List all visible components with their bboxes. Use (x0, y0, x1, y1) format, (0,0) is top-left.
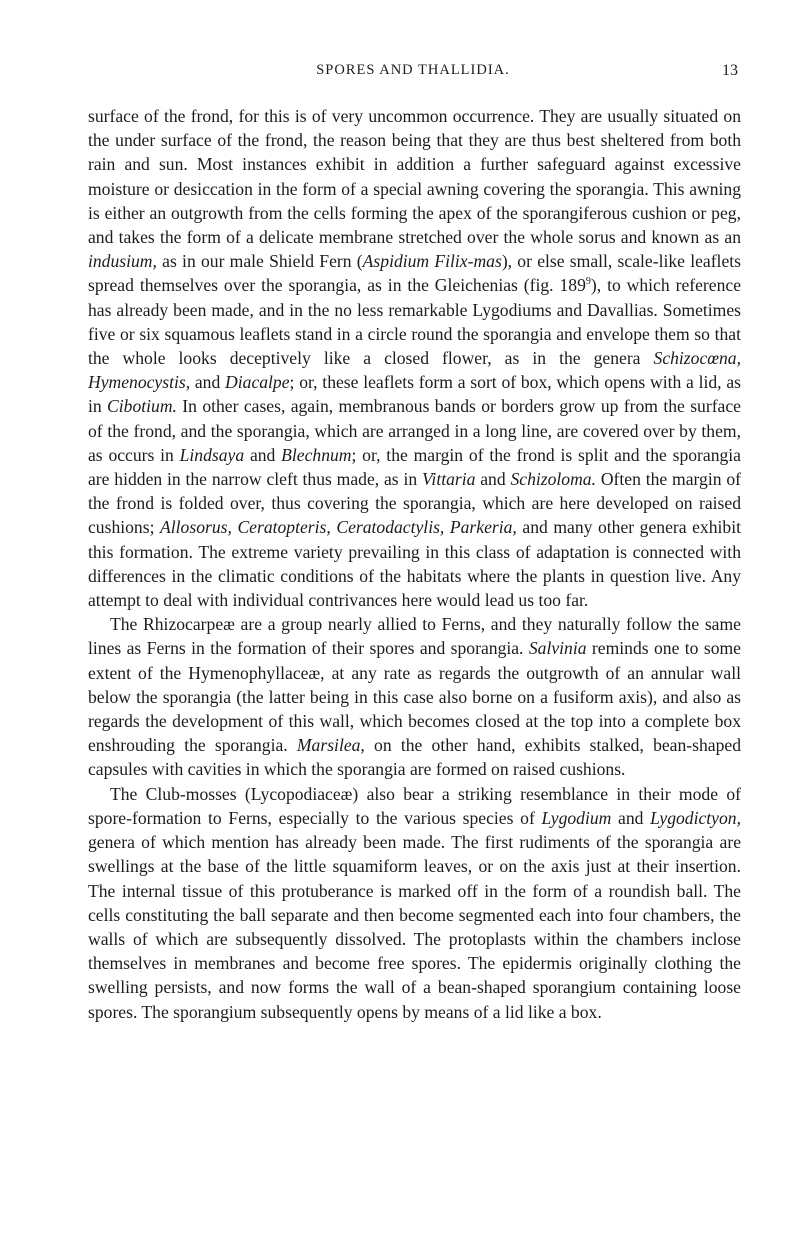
footnote-ref: 9 (585, 276, 591, 288)
text-run: reminds one to some extent of the Hymenophyllaceæ, at any rate as regards the outgrowth of an annular wall below the sporangia (the latter being in this case also borne on a fusiform axis), and also as regards the development of this wall, which becomes closed at the top into a complete box enshrouding the sporangia. (88, 638, 741, 756)
text-run: and (475, 469, 511, 490)
text-run: ; or, these leaflets form a sort of box, which opens with a lid, as in (88, 372, 741, 417)
text-run: and many other genera exhibit this formation. The extreme variety prevailing in this class of adaptation is connected with differences in the climatic conditions of the habitats where the plants in question live. Any attempt to deal with individual contrivances here would lead us too far. (88, 517, 741, 611)
text-run: as in our male Shield Fern ( (156, 251, 363, 272)
text-run: Often the margin of the frond is folded over, thus covering the sporangia, which are here developed on raised cushions; (88, 469, 741, 538)
italic-term: Lindsaya (179, 444, 245, 465)
italic-term: Cibotium. (107, 396, 177, 417)
italic-term: Schizoloma. (510, 469, 596, 490)
italic-term: indusium, (88, 251, 157, 272)
text-run: on the other hand, exhibits stalked, bean-shaped capsules with cavities in which the sporangia are formed on raised cushions. (88, 735, 742, 780)
text-run: ), or else small, scale-like leaflets spread themselves over the sporangia, as in the Gleichenias (fig. 189 (88, 251, 741, 296)
running-head (88, 62, 738, 86)
running-head-title: SPORES AND THALLIDIA. (316, 62, 510, 78)
italic-term: Diacalpe (225, 372, 290, 393)
italic-term: Schizocœna, Hymenocystis, (88, 348, 741, 393)
text-run: The Club-mosses (Lycopodiaceæ) also bear a striking resemblance in their mode of spore-formation to Ferns, especially to the various species of (88, 783, 741, 828)
italic-term: Blechnum (281, 444, 352, 465)
italic-term: Lygodictyon, (650, 807, 741, 828)
paragraph-3 (88, 782, 741, 1024)
text-run: and (190, 372, 226, 393)
italic-term: Vittaria (421, 469, 476, 490)
page-number: 13 (722, 62, 738, 79)
italic-term: Aspidium Filix-mas (362, 251, 502, 272)
italic-term: Lygodium (541, 807, 612, 828)
body-text (88, 104, 741, 1024)
italic-term: Salvinia (528, 638, 587, 659)
paragraph-2 (88, 612, 741, 781)
text-run: genera of which mention has already been made. The first rudiments of the sporangia are swellings at the base of the little squamiform leaves, or on the axis just at their insertion. The internal tissue of this protuberance is marked off in the form of a roundish ball. The cells constituting the ball separate and then become segmented each into four chambers, the walls of which are subsequently dissolved. The protoplasts within the chambers inclose themselves in membranes and become free spores. The epidermis originally clothing the swelling persists, and now forms the wall of a bean-shaped sporangium containing loose spores. The sporangium subsequently opens by means of a lid like a box. (88, 832, 741, 1022)
text-run: ; or, the margin of the frond is split and the sporangia are hidden in the narrow cleft thus made, as in (88, 444, 741, 490)
italic-term: Marsilea, (296, 735, 365, 756)
text-run: In other cases, again, membranous bands or borders grow up from the surface of the frond, and the sporangia, which are arranged in a long line, are covered over by them, as occurs in (88, 396, 741, 465)
text-run: and (611, 807, 651, 828)
text-run: surface of the frond, for this is of very uncommon occurrence. They are usually situated on the under surface of the frond, the reason being that they are thus best sheltered from both rain and sun. Most instances exhibit in addition a further safeguard against excessive moisture or desiccation in the form of a special awning covering the sporangia. This awning is either an outgrowth from the cells forming the apex of the sporangiferous cushion or peg, and takes the form of a delicate membrane stretched over the whole sorus and known as an (88, 106, 741, 248)
italic-term: Allosorus, Ceratopteris, Ceratodactylis, Parkeria, (160, 517, 517, 538)
paragraph-1 (88, 104, 741, 612)
text-run: The Rhizocarpeæ are a group nearly allied to Ferns, and they naturally follow the same lines as Ferns in the formation of their spores and sporangia. (88, 614, 741, 659)
text-run: ), to which reference has already been made, and in the no less remarkable Lygodiums and Davallias. Sometimes five or six squamous leaflets stand in a circle round the sporangia and envelope them so that the whole looks deceptively like a closed flower, as in the genera (88, 275, 741, 369)
text-run: and (244, 444, 282, 465)
